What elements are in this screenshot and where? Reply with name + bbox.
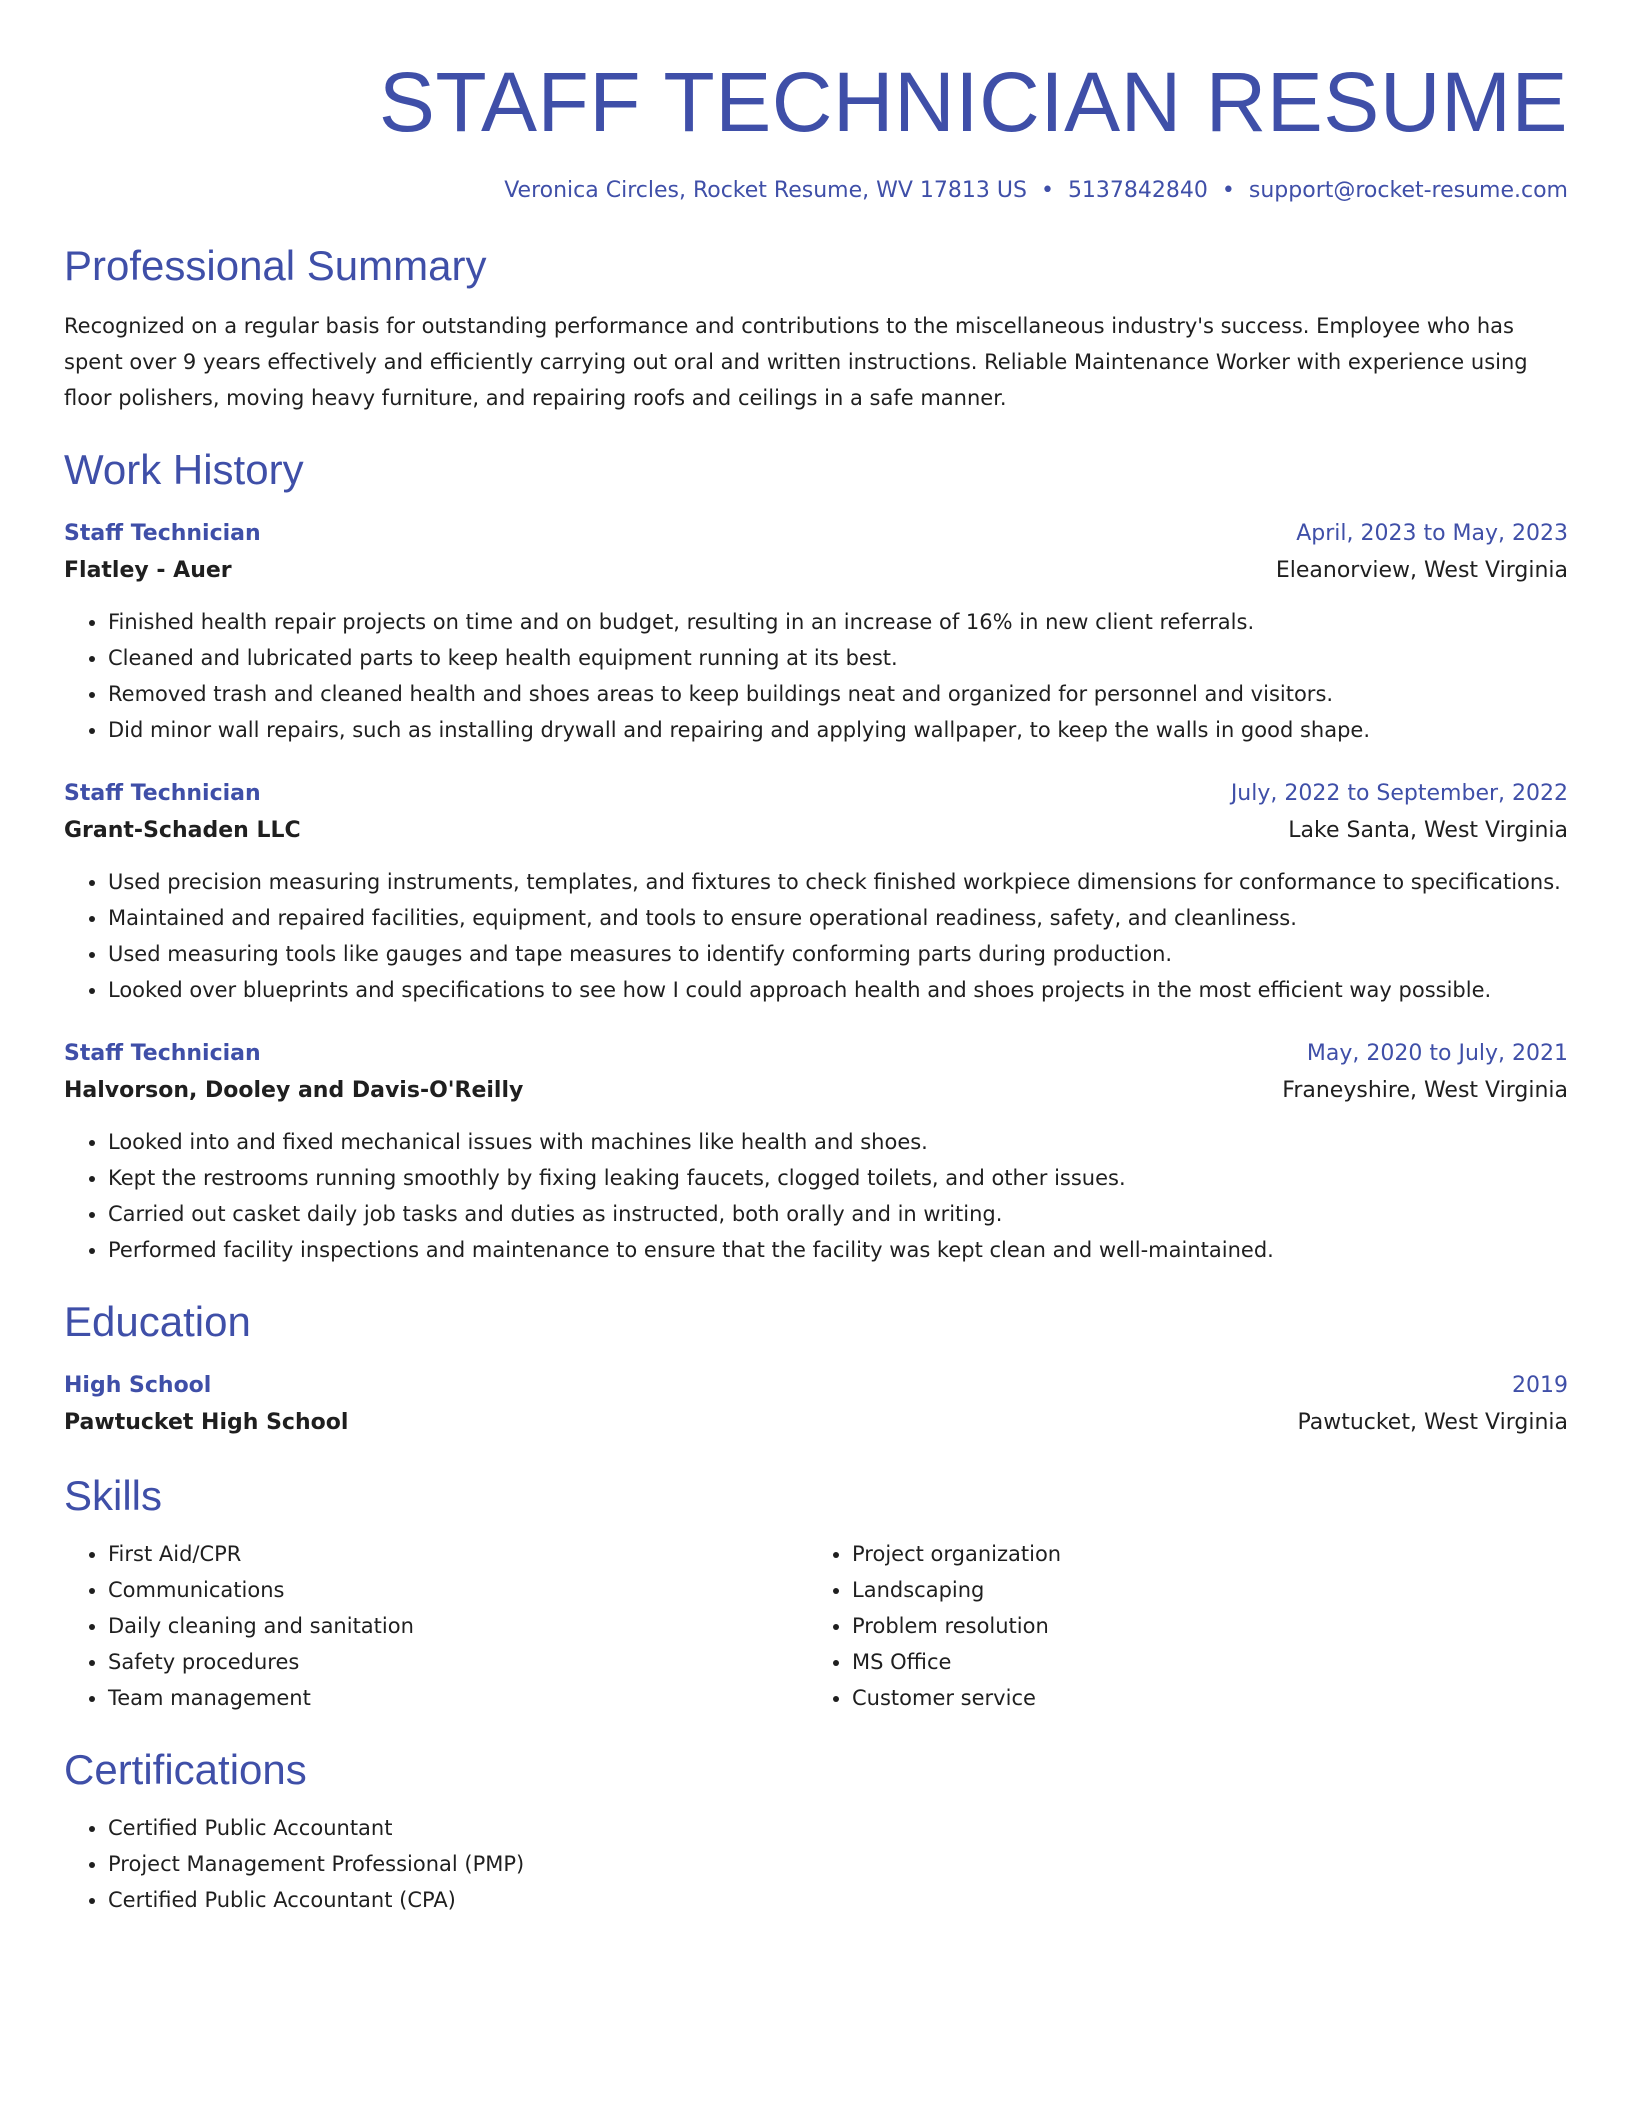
skill-item: • Safety procedures: [108, 1644, 808, 1680]
job-bullet: • Performed facility inspections and maintenance to ensure that the facility was kept clean and well-maintained.: [108, 1232, 1568, 1268]
section-heading-work-history: Work History: [64, 446, 304, 493]
skill-item: • Project organization: [852, 1536, 1512, 1572]
job-entry: [64, 776, 1568, 1008]
skills-list-left: [64, 1536, 808, 1716]
job-bullet: • Used precision measuring instruments, templates, and fixtures to check finished workpiece dimensions for conformance to specifications.: [108, 864, 1568, 900]
section-heading-certifications: Certifications: [64, 1746, 307, 1793]
certification-item: • Project Management Professional (PMP): [108, 1846, 1568, 1882]
job-bullets: [64, 1124, 1568, 1268]
contact-separator: •: [1040, 178, 1054, 203]
skills-list-right: [808, 1536, 1512, 1716]
job-bullet: • Cleaned and lubricated parts to keep health equipment running at its best.: [108, 640, 1568, 676]
contact-address: Veronica Circles, Rocket Resume, WV 17813 US: [504, 178, 1027, 203]
job-bullets: [64, 604, 1568, 748]
skills-section: [64, 1470, 1568, 1716]
summary-text: Recognized on a regular basis for outstanding performance and contributions to the miscellaneous industry's success. Employee who has spent over 9 years effectively and efficiently carrying out oral and written instructions. Reliable Maintenance Worker with experience using floor polishers, moving heavy furniture, and repairing roofs and ceilings in a safe manner.: [64, 314, 1528, 410]
job-bullet: • Kept the restrooms running smoothly by fixing leaking faucets, clogged toilets, and other issues.: [108, 1160, 1568, 1196]
skill-item: • Team management: [108, 1680, 808, 1716]
section-heading-summary: Professional Summary: [64, 242, 487, 289]
job-role: Staff Technician: [64, 521, 261, 546]
certifications-list: [64, 1810, 1568, 1918]
certification-item: • Certified Public Accountant: [108, 1810, 1568, 1846]
job-bullet: • Looked into and fixed mechanical issues with machines like health and shoes.: [108, 1124, 1568, 1160]
job-bullet: • Finished health repair projects on time and on budget, resulting in an increase of 16% in new client referrals.: [108, 604, 1568, 640]
job-bullets: [64, 864, 1568, 1008]
contact-phone: 5137842840: [1067, 178, 1208, 203]
education-entry: [64, 1368, 1568, 1442]
job-role: Staff Technician: [64, 1041, 261, 1066]
job-bullet: • Did minor wall repairs, such as installing drywall and repairing and applying wallpaper, to keep the walls in good shape.: [108, 712, 1568, 748]
job-company: Grant-Schaden LLC: [64, 818, 301, 843]
job-bullet: • Removed trash and cleaned health and shoes areas to keep buildings neat and organized for personnel and visitors.: [108, 676, 1568, 712]
work-history-section: [64, 444, 1568, 1268]
job-dates: May, 2020 to July, 2021: [1306, 1041, 1568, 1066]
job-location: Franeyshire, West Virginia: [1282, 1078, 1568, 1103]
summary-section: [64, 240, 1568, 416]
contact-separator: •: [1221, 178, 1235, 203]
section-heading-skills: Skills: [64, 1472, 163, 1519]
job-entry: [64, 1036, 1568, 1268]
job-entry: [64, 516, 1568, 748]
job-bullet: • Carried out casket daily job tasks and duties as instructed, both orally and in writing.: [108, 1196, 1568, 1232]
resume-page: [64, 0, 1568, 1918]
job-bullet: • Looked over blueprints and specifications to see how I could approach health and shoes projects in the most efficient way possible.: [108, 972, 1568, 1008]
job-dates: April, 2023 to May, 2023: [1296, 521, 1568, 546]
education-section: [64, 1296, 1568, 1442]
job-bullet: • Used measuring tools like gauges and tape measures to identify conforming parts during production.: [108, 936, 1568, 972]
skill-item: • Communications: [108, 1572, 808, 1608]
contact-email: support@rocket-resume.com: [1248, 178, 1568, 203]
job-location: Eleanorview, West Virginia: [1275, 558, 1568, 583]
job-company: Flatley - Auer: [64, 558, 232, 583]
education-school: Pawtucket High School: [64, 1410, 349, 1435]
skill-item: • Daily cleaning and sanitation: [108, 1608, 808, 1644]
certifications-section: [64, 1744, 1568, 1918]
certification-item: • Certified Public Accountant (CPA): [108, 1882, 1568, 1918]
skill-item: • Landscaping: [852, 1572, 1512, 1608]
job-bullet: • Maintained and repaired facilities, equipment, and tools to ensure operational readiness, safety, and cleanliness.: [108, 900, 1568, 936]
education-year: 2019: [1512, 1373, 1568, 1398]
resume-title: STAFF TECHNICIAN RESUME: [378, 55, 1568, 149]
skills-columns: [64, 1536, 1568, 1716]
education-degree: High School: [64, 1373, 212, 1398]
job-company: Halvorson, Dooley and Davis-O'Reilly: [64, 1078, 524, 1103]
contact-line: [64, 176, 1568, 206]
section-heading-education: Education: [64, 1298, 251, 1345]
skill-item: • First Aid/CPR: [108, 1536, 808, 1572]
skill-item: • MS Office: [852, 1644, 1512, 1680]
skill-item: • Problem resolution: [852, 1608, 1512, 1644]
skill-item: • Customer service: [852, 1680, 1512, 1716]
job-dates: July, 2022 to September, 2022: [1230, 781, 1568, 806]
job-role: Staff Technician: [64, 781, 261, 806]
job-location: Lake Santa, West Virginia: [1288, 818, 1568, 843]
education-location: Pawtucket, West Virginia: [1297, 1410, 1568, 1435]
